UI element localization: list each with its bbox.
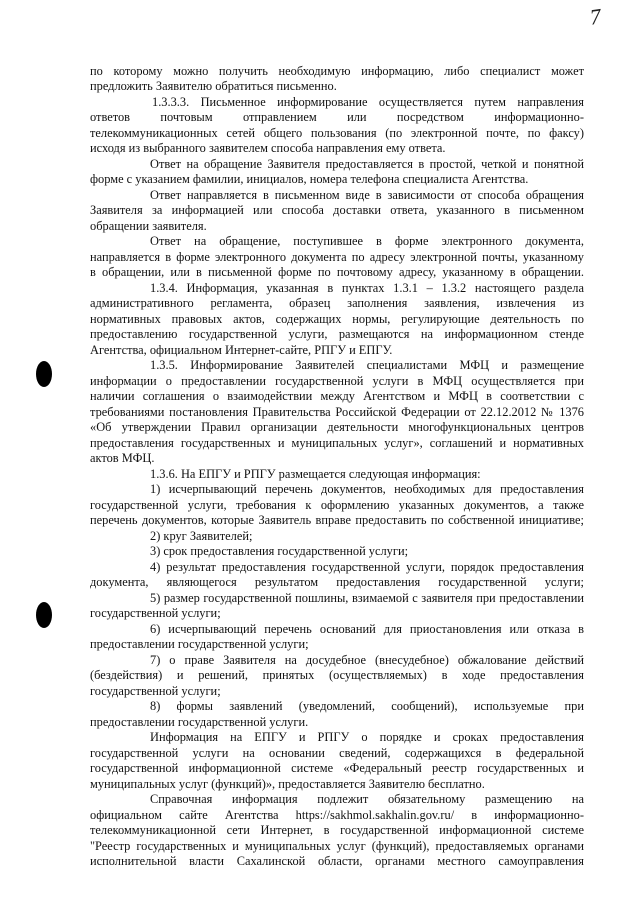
text-line: телекоммуникационной сети Интернет, в государственной информационной системе (90, 823, 584, 837)
text-line: предоставлении государственной услуги. (90, 715, 309, 729)
text-line: наличии соглашения о взаимодействии между Агентством и МФЦ в соответствии с (90, 389, 584, 403)
text-line: 3) срок предоставления государственной услуги; (150, 544, 409, 558)
page-number: 7 (588, 3, 603, 30)
text-line: предоставлении государственной услуги; (90, 637, 309, 651)
text-line: Агентства, официальном Интернет-сайте, РПГУ и ЕПГУ. (90, 343, 393, 357)
text-line: административного регламента, образец заполнения заявления, извлечения из (90, 296, 584, 310)
text-line: 2) круг Заявителей; (150, 529, 253, 543)
text-line: телекоммуникационных сетей общего пользования (по электронной почте, по факсу) (90, 126, 584, 140)
text-line: Ответ на обращение, поступившее в форме электронного документа, (150, 234, 584, 248)
text-line: предоставления государственных и муниципальных услуг», соглашений и нормативных (90, 436, 584, 450)
text-line: 1) исчерпывающий перечень документов, необходимых для предоставления (150, 482, 584, 496)
text-line: обращении заявителя. (90, 219, 207, 233)
text-line: в обращении, или в письменной форме по почтовому адресу, указанному в обращении. (90, 265, 584, 279)
text-line: 1.3.6. На ЕПГУ и РПГУ размещается следующая информация: (150, 467, 481, 481)
text-line: предложить Заявителю обратиться письменно. (90, 79, 337, 93)
text-line: форме с указанием фамилии, инициалов, номера телефона специалиста Агентства. (90, 172, 529, 186)
text-line: (бездействия) и решений, принятых (осуществляемых) в ходе предоставления (90, 668, 584, 682)
text-line: "Реестр государственных и муниципальных услуг (функций), предоставляемых органами (90, 839, 584, 853)
text-line: 1.3.4. Информация, указанная в пунктах 1.3.1 – 1.3.2 настоящего раздела (150, 281, 584, 295)
text-line: 1.3.3.3. Письменное информирование осуществляется путем направления (152, 95, 584, 109)
text-line: актов МФЦ. (90, 451, 155, 465)
text-line: нормативных правовых актов, содержащих нормы, регулирующие деятельность по (90, 312, 584, 326)
text-line: 6) исчерпывающий перечень оснований для приостановления или отказа в (150, 622, 584, 636)
text-line: государственной услуги на основании сведений, содержащихся в федеральной (90, 746, 584, 760)
punch-hole-mark (36, 602, 52, 628)
text-line: Ответ на обращение Заявителя предоставляется в простой, четкой и понятной (150, 157, 584, 171)
text-line: 8) формы заявлений (уведомлений, сообщений), используемые при (150, 699, 584, 713)
text-line: направляется в форме электронного документа по адресу электронной почты, указанному (90, 250, 584, 264)
text-line: государственной информационной системе «Федеральный реестр государственных и (90, 761, 584, 775)
text-line: информации о предоставлении государственной услуги в МФЦ осуществляется при (90, 374, 584, 388)
text-line: Справочная информация подлежит обязательному размещению на (150, 792, 584, 806)
text-line: официальном сайте Агентства https://sakhmol.sakhalin.gov.ru/ в информационно- (90, 808, 584, 822)
text-line: по которому можно получить необходимую информацию, либо специалист может (90, 64, 584, 78)
punch-hole-mark (36, 361, 52, 387)
text-line: государственной услуги, требования к оформлению указанных документов, а также (90, 498, 584, 512)
text-line: «Об утверждении Правил организации деятельности многофункциональных центров (90, 420, 584, 434)
text-line: 5) размер государственной пошлины, взимаемой с заявителя при предоставлении (150, 591, 584, 605)
text-line: 7) о праве Заявителя на досудебное (внесудебное) обжалование действий (150, 653, 584, 667)
text-line: муниципальных услуг (функций)», предоставляется Заявителю бесплатно. (90, 777, 485, 791)
text-line: 4) результат предоставления государственной услуги, порядок предоставления (150, 560, 584, 574)
text-line: Информация на ЕПГУ и РПГУ о порядке и сроках предоставления (150, 730, 584, 744)
text-line: государственной услуги; (90, 684, 221, 698)
text-line: государственной услуги; (90, 606, 221, 620)
text-line: Ответ направляется в письменном виде в зависимости от способа обращения (150, 188, 584, 202)
text-line: ответов почтовым отправлением или посредством информационно- (90, 110, 584, 124)
text-line: документа, являющегося результатом предоставления государственной услуги; (90, 575, 584, 589)
text-line: предоставлению государственной услуги, размещаются на информационном стенде (90, 327, 584, 341)
text-line: исходя из выбранного заявителем способа направления ему ответа. (90, 141, 446, 155)
text-line: Заявителя за информацией или способа доставки ответа, указанного в письменном (90, 203, 584, 217)
text-line: 1.3.5. Информирование Заявителей специалистами МФЦ и размещение (150, 358, 584, 372)
text-line: требованиями постановления Правительства Российской Федерации от 22.12.2012 № 1376 (90, 405, 584, 419)
text-line: исполнительной власти Сахалинской области, органами местного самоуправления (90, 854, 584, 868)
text-line: перечень документов, которые Заявитель вправе предоставить по собственной инициативе; (90, 513, 584, 527)
